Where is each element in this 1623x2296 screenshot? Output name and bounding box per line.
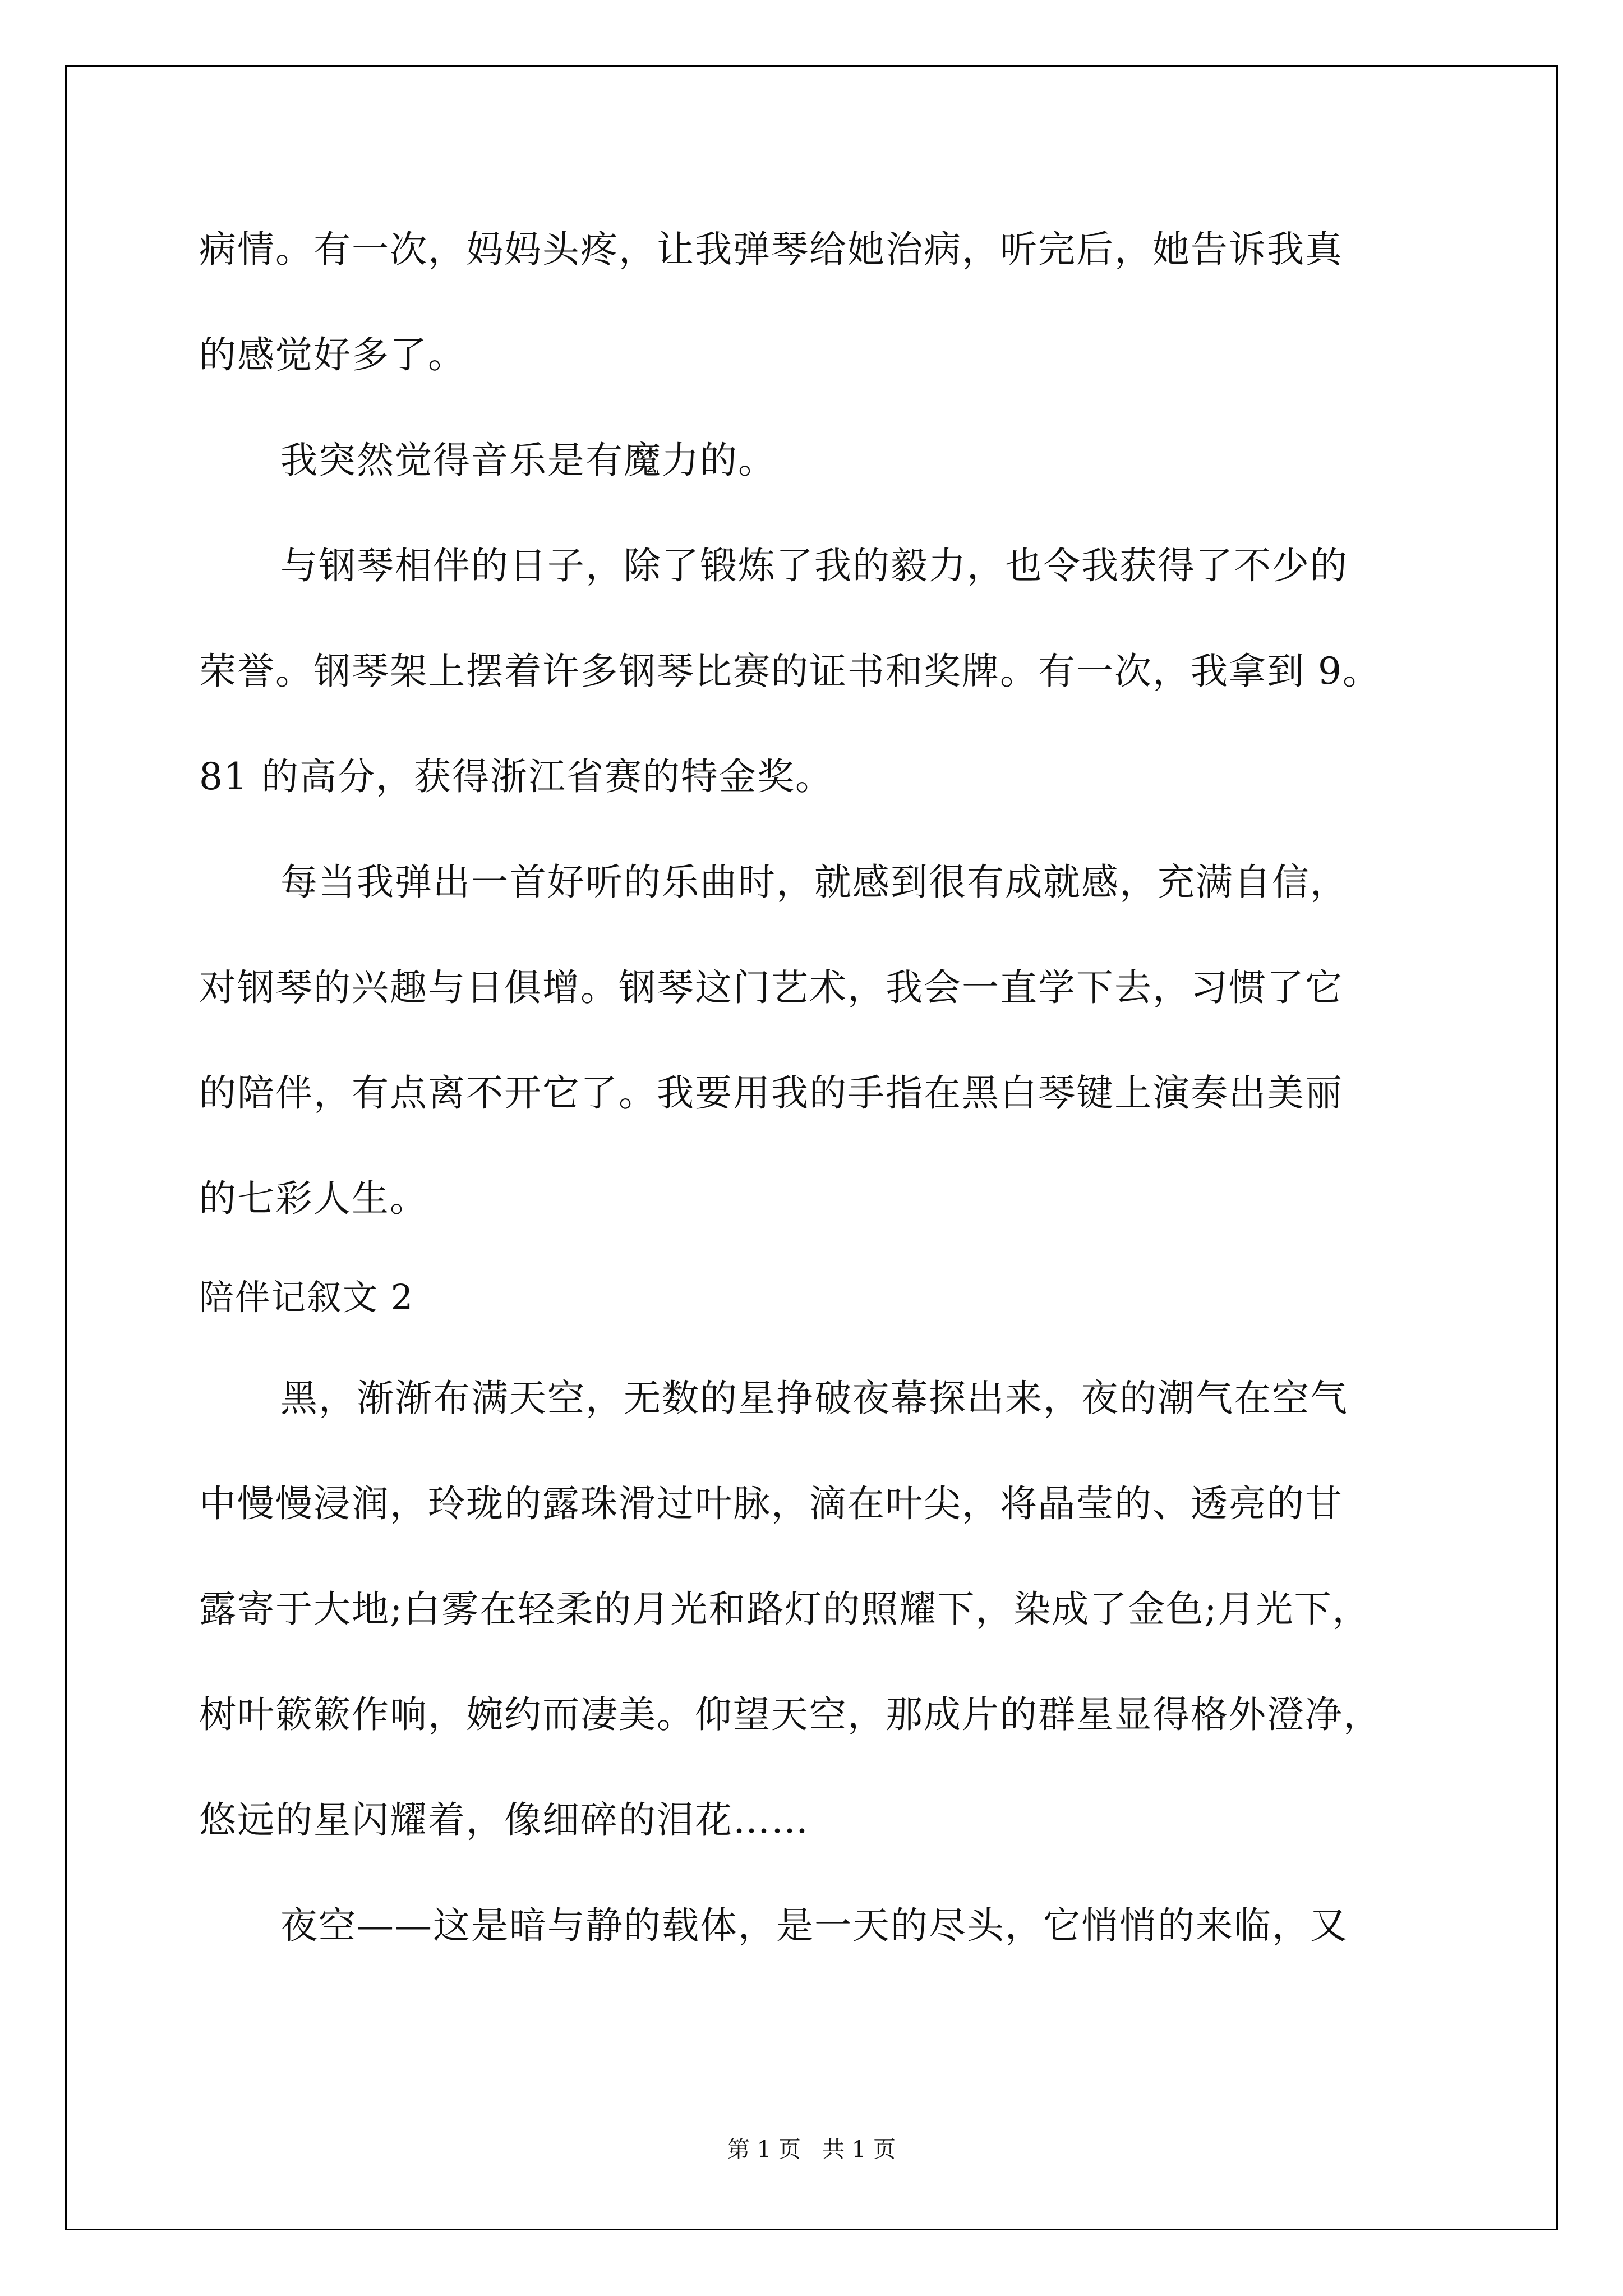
paragraph-line: 的陪伴，有点离不开它了。我要用我的手指在黑白琴键上演奏出美丽: [199, 1071, 1343, 1115]
paragraph-line: 与钢琴相伴的日子，除了锻炼了我的毅力，也令我获得了不少的: [280, 544, 1348, 587]
paragraph-line: 对钢琴的兴趣与日俱增。钢琴这门艺术，我会一直学下去，习惯了它: [199, 966, 1343, 1009]
paragraph-line: 病情。有一次，妈妈头疼，让我弹琴给她治病，听完后，她告诉我真: [199, 228, 1343, 271]
paragraph-line: 荣誉。钢琴架上摆着许多钢琴比赛的证书和奖牌。有一次，我拿到 9。: [199, 650, 1381, 693]
paragraph-line: 露寄于大地;白雾在轻柔的月光和路灯的照耀下，染成了金色;月光下，: [199, 1588, 1371, 1631]
paragraph-line: 黑，渐渐布满天空，无数的星挣破夜幕探出来，夜的潮气在空气: [280, 1377, 1348, 1420]
paragraph-line: 夜空——这是暗与静的载体，是一天的尽头，它悄悄的来临，又: [280, 1904, 1348, 1947]
paragraph-line: 每当我弹出一首好听的乐曲时，就感到很有成就感，充满自信，: [280, 861, 1348, 904]
paragraph-line: 中慢慢浸润，玲珑的露珠滑过叶脉，滴在叶尖，将晶莹的、透亮的甘: [199, 1482, 1343, 1525]
page-footer: 第 1 页 共 1 页: [727, 2137, 896, 2162]
paragraph-line: 81 的高分，获得浙江省赛的特金奖。: [199, 755, 833, 798]
section-heading: 陪伴记叙文 2: [199, 1277, 414, 1318]
paragraph-line: 我突然觉得音乐是有魔力的。: [280, 439, 776, 482]
paragraph-line: 的七彩人生。: [199, 1177, 428, 1220]
paragraph-line: 的感觉好多了。: [199, 333, 466, 376]
paragraph-line: 树叶簌簌作响，婉约而凄美。仰望天空，那成片的群星显得格外澄净，: [199, 1693, 1381, 1736]
paragraph-line: 悠远的星闪耀着，像细碎的泪花……: [199, 1798, 809, 1842]
